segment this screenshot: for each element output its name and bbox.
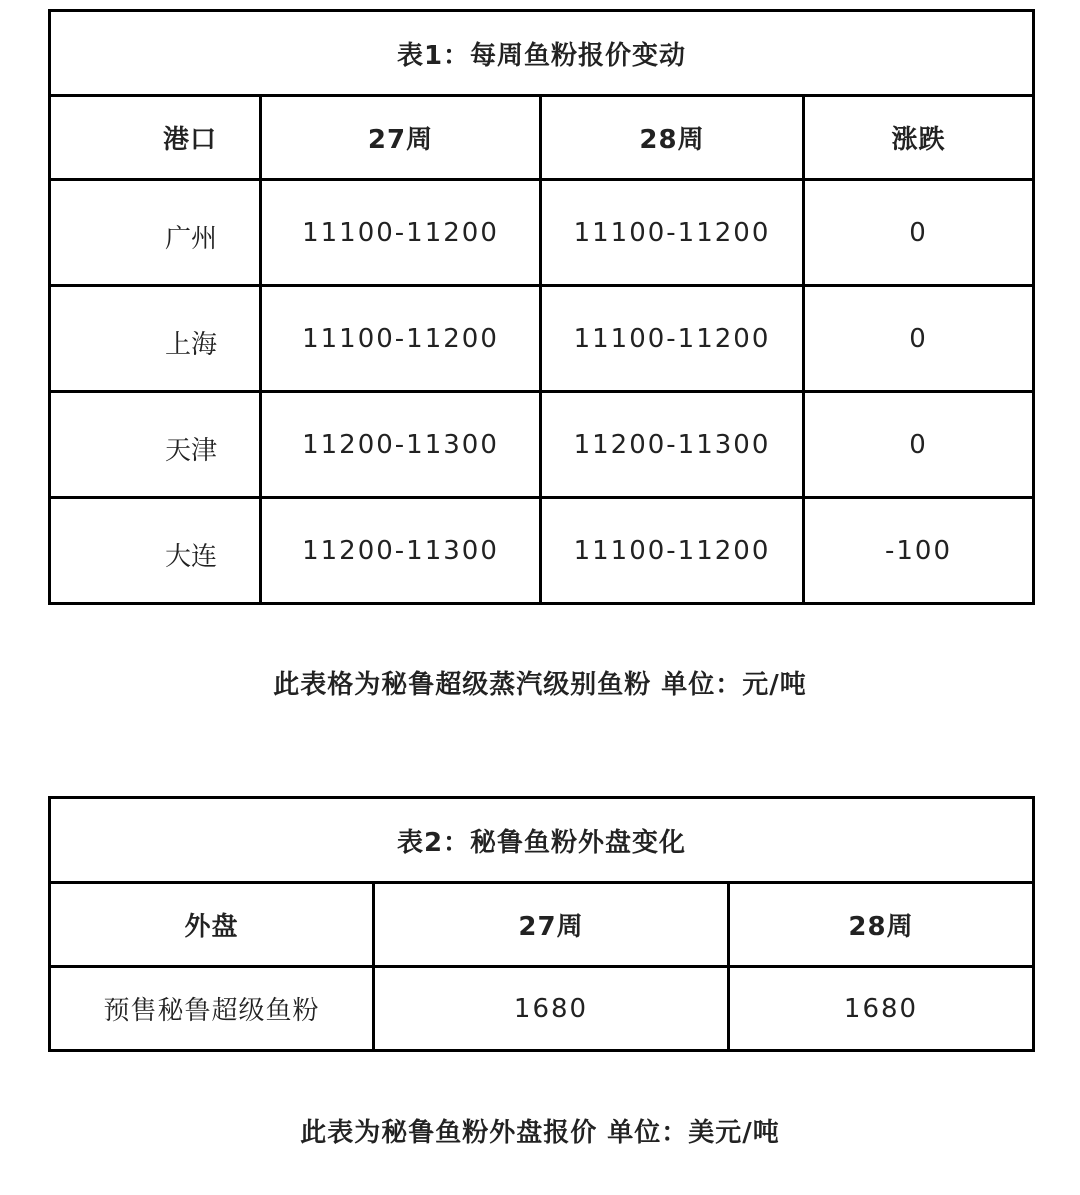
change-cell: 0 [804,392,1034,498]
header-change: 涨跌 [804,96,1034,180]
week27-cell: 11200-11300 [261,498,541,604]
port-cell: 广州 [50,180,261,286]
week27-cell: 11200-11300 [261,392,541,498]
weekly-fishmeal-price-table [48,9,1035,605]
table-row [50,286,1034,392]
peru-fishmeal-offer-table [48,796,1035,1052]
item-cell: 预售秘鲁超级鱼粉 [50,967,374,1051]
change-cell: -100 [804,498,1034,604]
change-cell: 0 [804,286,1034,392]
table-row [50,180,1034,286]
header-week28: 28周 [729,883,1034,967]
week28-cell: 11100-11200 [541,498,804,604]
week27-cell: 11100-11200 [261,180,541,286]
table1-title: 表1：每周鱼粉报价变动 [50,11,1034,96]
port-cell: 上海 [50,286,261,392]
week27-cell: 1680 [374,967,729,1051]
header-port: 港口 [50,96,261,180]
week28-cell: 1680 [729,967,1034,1051]
table1-note: 此表格为秘鲁超级蒸汽级别鱼粉 单位：元/吨 [273,670,807,700]
table2-note: 此表为秘鲁鱼粉外盘报价 单位：美元/吨 [300,1118,780,1148]
week28-cell: 11100-11200 [541,286,804,392]
table-row [50,498,1034,604]
header-week27: 27周 [261,96,541,180]
week27-cell: 11100-11200 [261,286,541,392]
change-cell: 0 [804,180,1034,286]
table-row [50,392,1034,498]
table-row [50,967,1034,1051]
header-week27: 27周 [374,883,729,967]
table-title-row [50,798,1034,883]
table2-title: 表2：秘鲁鱼粉外盘变化 [50,798,1034,883]
table-header-row [50,96,1034,180]
week28-cell: 11100-11200 [541,180,804,286]
table-title-row [50,11,1034,96]
header-offer: 外盘 [50,883,374,967]
table-header-row [50,883,1034,967]
header-week28: 28周 [541,96,804,180]
week28-cell: 11200-11300 [541,392,804,498]
port-cell: 大连 [50,498,261,604]
port-cell: 天津 [50,392,261,498]
